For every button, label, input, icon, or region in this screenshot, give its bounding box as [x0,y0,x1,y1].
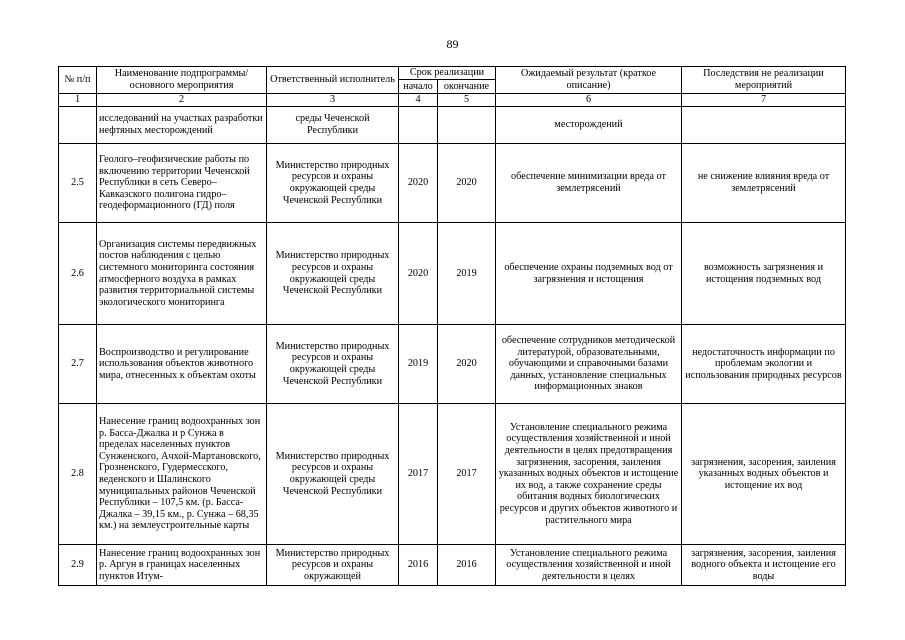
cell-executor: Министерство природных ресурсов и охраны окружающей [267,545,399,586]
cell-num: 2.6 [59,223,97,325]
table-row [59,325,846,404]
col-number: 7 [682,94,846,107]
cell-executor: Министерство природных ресурсов и охраны окружающей среды Чеченской Республики [267,404,399,545]
cell-start: 2020 [399,223,438,325]
cell-result: обеспечение охраны подземных вод от загрязнения и истощения [496,223,682,325]
table-row [59,404,846,545]
cell-name: Воспроизводство и регулирование использования объектов животного мира, отнесенных к объектам охоты [97,325,267,404]
col-number: 5 [438,94,496,107]
header-period: Срок реализации [399,67,496,80]
cell-num: 2.5 [59,144,97,223]
table-row [59,107,846,144]
cell-num: 2.7 [59,325,97,404]
header-start: начало [399,80,438,94]
cell-consequences: не снижение влияния вреда от землетрясений [682,144,846,223]
cell-name: Нанесение границ водоохранных зон р. Аргун в границах населенных пунктов Итум- [97,545,267,586]
cell-start: 2019 [399,325,438,404]
col-number: 6 [496,94,682,107]
header-result: Ожидаемый результат (краткое описание) [496,67,682,94]
col-number: 3 [267,94,399,107]
col-number: 2 [97,94,267,107]
cell-start [399,107,438,144]
col-number: 1 [59,94,97,107]
cell-num [59,107,97,144]
cell-consequences: загрязнения, засорения, заиления водного объекта и истощение его воды [682,545,846,586]
cell-result: месторождений [496,107,682,144]
cell-consequences: возможность загрязнения и истощения подземных вод [682,223,846,325]
header-end: окончание [438,80,496,94]
cell-consequences: недостаточность информации по проблемам экологии и использования природных ресурсов [682,325,846,404]
cell-name: Геолого–геофизические работы по включению территории Чеченской Республики в сеть Северо–Кавказского полигона гидро–геодеформационного (ГД) поля [97,144,267,223]
cell-executor: Министерство природных ресурсов и охраны окружающей среды Чеченской Республики [267,325,399,404]
cell-consequences: загрязнения, засорения, заиления указанных водных объектов и истощение их вод [682,404,846,545]
cell-start: 2017 [399,404,438,545]
cell-executor: Министерство природных ресурсов и охраны окружающей среды Чеченской Республики [267,223,399,325]
cell-name: исследований на участках разработки нефтяных месторождений [97,107,267,144]
cell-num: 2.9 [59,545,97,586]
cell-result: Установление специального режима осуществления хозяйственной и иной деятельности в целях [496,545,682,586]
column-number-row [59,94,846,107]
header-num: № п/п [59,67,97,94]
header-row-1 [59,67,846,80]
cell-end: 2020 [438,325,496,404]
table-row [59,545,846,586]
cell-result: обеспечение сотрудников методической литературой, образовательными, обучающими и справочными базами данных, установление специальных информационных знаков [496,325,682,404]
cell-start: 2016 [399,545,438,586]
cell-result: Установление специального режима осуществления хозяйственной и иной деятельности в целях предотвращения загрязнения, засорения, заиления указанных водных объектов и истощение их вод, а также сохранение среды обитания водных биологических ресурсов и других объектов животного и растительного мира [496,404,682,545]
cell-end: 2016 [438,545,496,586]
cell-num: 2.8 [59,404,97,545]
col-number: 4 [399,94,438,107]
page-number: 89 [446,37,459,51]
cell-executor: Министерство природных ресурсов и охраны окружающей среды Чеченской Республики [267,144,399,223]
cell-end: 2017 [438,404,496,545]
cell-end: 2019 [438,223,496,325]
table-row [59,144,846,223]
program-table [58,66,846,586]
cell-start: 2020 [399,144,438,223]
cell-executor: среды Чеченской Республики [267,107,399,144]
cell-name: Организация системы передвижных постов наблюдения с целью системного мониторинга состояния атмосферного воздуха в рамках развития территориальной системы экологического мониторинга [97,223,267,325]
header-name: Наименование подпрограммы/ основного мероприятия [97,67,267,94]
cell-result: обеспечение минимизации вреда от землетрясений [496,144,682,223]
header-executor: Ответственный исполнитель [267,67,399,94]
cell-end [438,107,496,144]
table-row [59,223,846,325]
cell-consequences [682,107,846,144]
cell-end: 2020 [438,144,496,223]
cell-name: Нанесение границ водоохранных зон р. Басса-Джалка и р Сунжа в пределах населенных пунктов Сунженского, Ачхой-Мартановского, Грозненского, Гудермесского, веденского и Шалинского муниципальных районов Чеченской Республики – 107,5 км. (р. Басса-Джалка – 39,15 км., р. Сунжа – 68,35 км.) на землеустроительные карты [97,404,267,545]
header-consequences: Последствия не реализации мероприятий [682,67,846,94]
